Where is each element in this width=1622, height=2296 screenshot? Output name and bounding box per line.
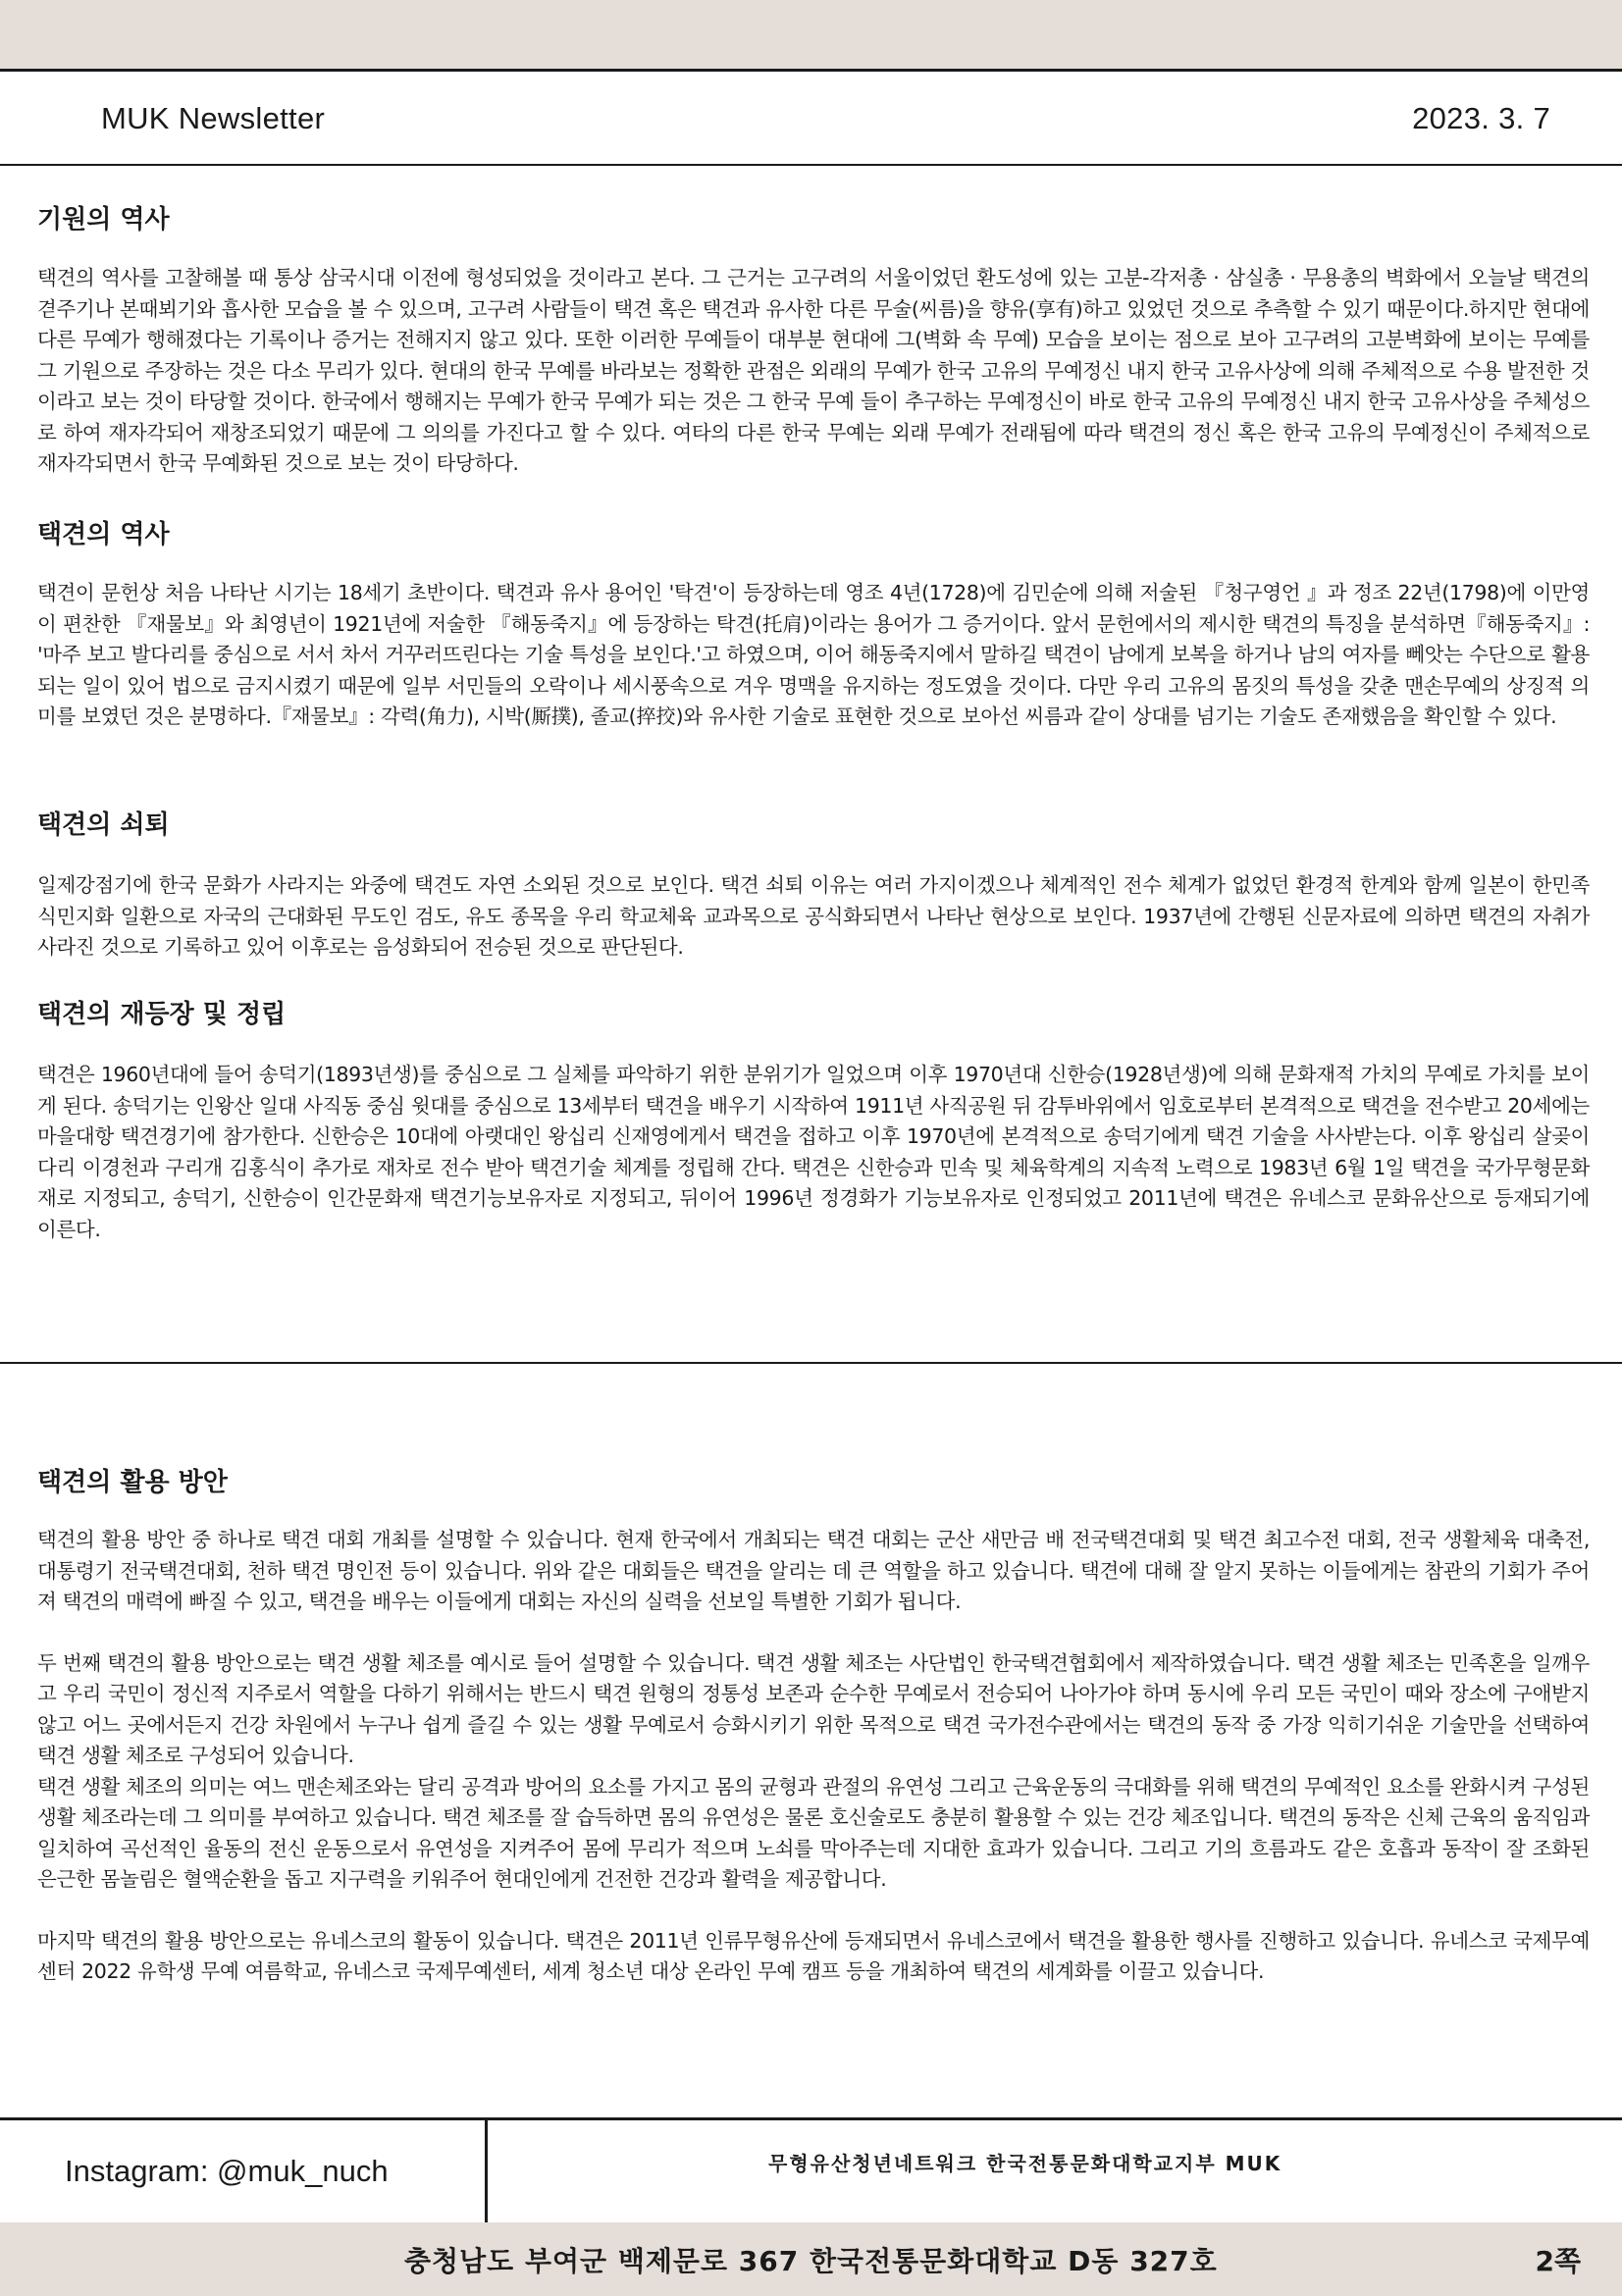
section-paragraph: 택견은 1960년대에 들어 송덕기(1893년생)를 중심으로 그 실체를 파악하기 위한 분위기가 일었으며 이후 1970년대 신한승(1928년생)에 의해 문화재적 가치의 무예로 가치를 보이게 된다. 송덕기는 인왕산 일대 사직동 중심 윗대를 중심으로 13세부터 택견을 배우기 시작하여 1911년 사직공원 뒤 감투바위에서 임호로부터 본격적으로 택견을 전수받고 20세에는 마을대항 택견경기에 참가한다. 신한승은 10대에 아랫대인 왕십리 신재영에게서 택견을 접하고 이후 1970년에 본격적으로 송덕기에게 택견 기술을 사사받는다. 이후 왕십리 살곶이다리 이경천과 구리개 김홍식이 추가로 재차로 전수 받아 택견기술 체계를 정립해 간다. 택견은 신한승과 민속 및 체육학계의 지속적 노력으로 1983년 6월 1일 택견을 국가무형문화재로 지정되고, 송덕기, 신한승이 인간문화재 택견기능보유자로 지정되고, 뒤이어 1996년 정경화가 기능보유자로 인정되었고 2011년에 택견은 유네스코 문화유산으로 등재되기에 이른다. (37, 1063, 1590, 1241)
section-paragraph: 택견의 역사를 고찰해볼 때 통상 삼국시대 이전에 형성되었을 것이라고 본다. 그 근거는 고구려의 서울이었던 환도성에 있는 고분-각저총 · 삼실총 · 무용총의 벽화에서 오늘날 택견의 겯주기나 본때뵈기와 흡사한 모습을 볼 수 있으며, 고구려 사람들이 택견 혹은 택견과 유사한 다른 무술(씨름)을 향유(享有)하고 있었던 것으로 추측할 수 있기 때문이다.하지만 현대에 다른 무예가 행해졌다는 기록이나 증거는 전해지지 않고 있다. 또한 이러한 무예들이 대부분 현대에 그(벽화 속 무예) 모습을 보이는 점으로 보아 고구려의 고분벽화에 보이는 무예를 그 기원으로 주장하는 것은 다소 무리가 있다. 현대의 한국 무예를 바라보는 정확한 관점은 외래의 무예가 한국 고유의 무예정신 내지 한국 고유사상에 의해 주체적으로 수용 발전한 것이라고 보는 것이 타당할 것이다. 한국에서 행해지는 무예가 한국 무예가 되는 것은 그 한국 무예 들이 추구하는 무예정신이 바로 한국 고유의 무예정신 내지 한국 고유사상을 주체성으로 하여 재자각되어 재창조되었기 때문에 그 의의를 가진다고 할 수 있다. 여타의 다른 한국 무예는 외래 무예가 전래됨에 따라 택견의 정신 혹은 한국 고유의 무예정신이 주체적으로 재자각되면서 한국 무예화된 것으로 보는 것이 타당하다. (37, 266, 1590, 475)
section-paragraph: 일제강점기에 한국 문화가 사라지는 와중에 택견도 자연 소외된 것으로 보인다. 택견 쇠퇴 이유는 여러 가지이겠으나 체계적인 전수 체계가 없었던 환경적 한계와 함께 일본이 한민족 식민지화 일환으로 자국의 근대화된 무도인 검도, 유도 종목을 우리 학교체육 교과목으로 공식화되면서 나타난 현상으로 보인다. 1937년에 간행된 신문자료에 의하면 택견의 자취가 사라진 것으로 기록하고 있어 이후로는 음성화되어 전승된 것으로 판단된다. (37, 873, 1590, 959)
newsletter-header (0, 72, 1622, 166)
top-band (0, 0, 1622, 72)
organization-cell (488, 2120, 1622, 2222)
footer (0, 2117, 1622, 2225)
section-paragraph: 택견의 활용 방안 중 하나로 택견 대회 개최를 설명할 수 있습니다. 현재 한국에서 개최되는 택견 대회는 군산 새만금 배 전국택견대회 및 택견 최고수전 대회, 전국 생활체육 대축전, 대통령기 전국택견대회, 천하 택견 명인전 등이 있습니다. 위와 같은 대회들은 택견을 알리는 데 큰 역할을 하고 있습니다. 택견에 대해 잘 알지 못하는 이들에게는 참관의 기회가 주어져 택견의 매력에 빠질 수 있고, 택견을 배우는 이들에게 대회는 자신의 실력을 선보일 특별한 기회가 됩니다. (37, 1528, 1590, 1613)
instagram-cell (0, 2120, 488, 2222)
instagram-handle: Instagram: @muk_nuch (65, 2154, 389, 2188)
address: 충청남도 부여군 백제문로 367 한국전통문화대학교 D동 327호 (404, 2245, 1218, 2277)
section-paragraph: 택견이 문헌상 처음 나타난 시기는 18세기 초반이다. 택견과 유사 용어인 '탁견'이 등장하는데 영조 4년(1728)에 김민순에 의해 저술된 『청구영언 』과 정조 22년(1798)에 이만영이 편찬한 『재물보』와 최영년이 1921년에 저술한 『해동죽지』에 등장하는 탁견(托肩)이라는 용어가 그 증거이다. 앞서 문헌에서의 제시한 택견의 특징을 분석하면『해동죽지』: '마주 보고 발다리를 중심으로 서서 차서 거꾸러뜨린다는 기술 특성을 보인다.'고 하였으며, 이어 해동죽지에서 말하길 택견이 남에게 보복을 하거나 남의 여자를 뻬앗는 수단으로 활용되는 일이 있어 법으로 금지시켰기 때문에 일부 서민들의 오락이나 세시풍속으로 겨우 명맥을 유지하는 정도였을 것이다. 다만 우리 고유의 몸짓의 특성을 갖춘 맨손무예의 상징적 의미를 보였던 것은 분명하다.『재물보』: 각력(角力), 시박(厮撲), 졸교(捽挍)와 유사한 기술로 표현한 것으로 보아선 씨름과 같이 상대를 넘기는 기술도 존재했음을 확인할 수 있다. (37, 581, 1590, 728)
section-heading: 기원의 역사 (37, 205, 170, 235)
section-taekkyeon-decline (37, 808, 1590, 964)
section-taekkyeon-usage (37, 1465, 1590, 1988)
section-paragraph: 택견 생활 체조의 의미는 여느 맨손체조와는 달리 공격과 방어의 요소를 가지고 몸의 균형과 관절의 유연성 그리고 근육운동의 극대화를 위해 택견의 무예적인 요소를 완화시켜 구성된 생활 체조라는데 그 의미를 부여하고 있습니다. 택견 체조를 잘 습득하면 몸의 유연성은 물론 호신술로도 충분히 활용할 수 있는 건강 체조입니다. 택견의 동작은 신체 근육의 움직임과 일치하여 곡선적인 율동의 전신 운동으로서 유연성을 지켜주어 몸에 무리가 적으며 노쇠를 막아주는데 지대한 효과가 있습니다. 그리고 기의 흐름과도 같은 호흡과 동작이 잘 조화된 은근한 몸놀림은 혈액순환을 돕고 지구력을 키워주어 현대인에게 건전한 건강과 활력을 제공합니다. (37, 1774, 1590, 1891)
page-number: 2쪽 (1535, 2245, 1581, 2277)
bottom-band (0, 2222, 1622, 2296)
organization-name: 무형유산청년네트워크 한국전통문화대학교지부 MUK (768, 2152, 1282, 2175)
section-taekkyeon-revival (37, 997, 1590, 1245)
section-taekkyeon-history (37, 517, 1590, 733)
newsletter-title: MUK Newsletter (101, 101, 326, 135)
section-heading: 택견의 재등장 및 정립 (37, 1000, 287, 1029)
section-heading: 택견의 쇠퇴 (37, 810, 170, 840)
section-heading: 택견의 활용 방안 (37, 1468, 228, 1497)
section-paragraph: 마지막 택견의 활용 방안으로는 유네스코의 활동이 있습니다. 택견은 2011년 인류무형유산에 등재되면서 유네스코에서 택견을 활용한 행사를 진행하고 있습니다. 유네스코 국제무예센터 2022 유학생 무예 여름학교, 유네스코 국제무예센터, 세계 청소년 대상 온라인 무예 캠프 등을 개최하여 택견의 세계화를 이끌고 있습니다. (37, 1928, 1590, 1983)
page-divider (0, 1362, 1622, 1364)
issue-date: 2023. 3. 7 (1412, 101, 1550, 135)
section-origin-history (37, 202, 1590, 480)
section-heading: 택견의 역사 (37, 520, 170, 549)
section-paragraph: 두 번째 택견의 활용 방안으로는 택견 생활 체조를 예시로 들어 설명할 수 있습니다. 택견 생활 체조는 사단법인 한국택견협회에서 제작하였습니다. 택견 생활 체조는 민족혼을 일깨우고 우리 국민이 정신적 지주로서 역할을 다하기 위해서는 반드시 택견 원형의 정통성 보존과 순수한 무예로서 전승되어 나아가야 하며 동시에 우리 모든 국민이 때와 장소에 구애받지 않고 어느 곳에서든지 건강 차원에서 누구나 쉽게 즐길 수 있는 생활 무예로서 승화시키기 위한 목적으로 택견 국가전수관에서는 택견의 동작 중 가장 익히기쉬운 기술만을 선택하여 택견 생활 체조로 구성되어 있습니다. (37, 1650, 1590, 1767)
